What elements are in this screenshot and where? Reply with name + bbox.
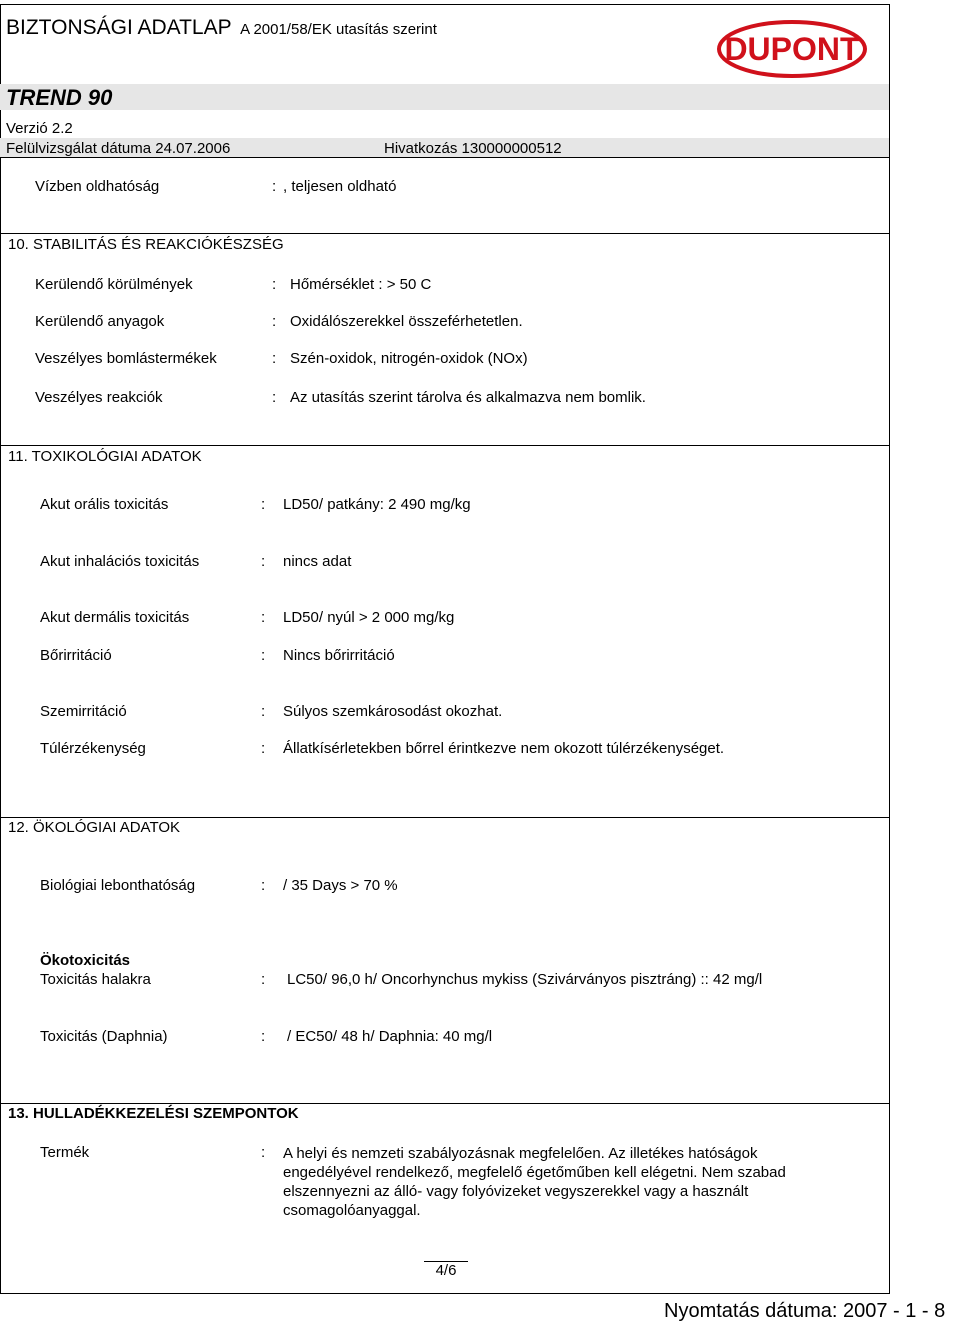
separator-colon: : [261,1028,266,1045]
page-frame [0,4,890,1294]
s10-row-label: Veszélyes reakciók [35,389,163,406]
separator-colon: : [261,877,266,894]
s11-row-value: Nincs bőrirritáció [283,647,395,664]
water-solubility-label: Vízben oldhatóság [35,178,160,195]
separator-colon: : [261,703,266,720]
s11-row-value: nincs adat [283,553,352,570]
section12-title: 12. ÖKOLÓGIAI ADATOK [8,819,181,836]
fish-toxicity-value: LC50/ 96,0 h/ Oncorhynchus mykiss (Szivárványos pisztráng) :: 42 mg/l [287,971,763,988]
daphnia-toxicity-value: / EC50/ 48 h/ Daphnia: 40 mg/l [287,1028,493,1045]
separator-colon: : [261,496,266,513]
biodegradability-label: Biológiai lebonthatóság [40,877,196,894]
product-name: TREND 90 [6,85,113,110]
daphnia-toxicity-label: Toxicitás (Daphnia) [40,1028,168,1045]
section12-divider [1,817,889,818]
section13-divider [1,1103,889,1104]
document-title-sub: A 2001/58/EK utasítás szerint [240,21,437,38]
separator-colon: : [261,1144,266,1161]
s11-row-label: Szemirritáció [40,703,127,720]
section11-title: 11. TOXIKOLÓGIAI ADATOK [8,448,202,465]
print-date: Nyomtatás dátuma: 2007 - 1 - 8 [664,1300,946,1322]
header-divider [1,157,889,158]
section10-divider [1,233,889,234]
separator-colon: : [261,971,266,988]
waste-product-value: A helyi és nemzeti szabályozásnak megfelelően. Az illetékes hatóságok engedélyével rendelkező, megfelelő égetőműben kell elégetni. Nem szabad elszennyezni az álló- vagy folyóvizeket vegyszerekkel vagy a használt csomagolóanyaggal. [283,1145,786,1219]
section13-title: 13. HULLADÉKKEZELÉSI SZEMPONTOK [8,1105,299,1122]
frame-top-line [1,4,889,5]
s11-row-label: Akut inhalációs toxicitás [40,553,200,570]
separator-colon: : [261,553,266,570]
separator-colon: : [272,389,277,406]
revision-date: Felülvizsgálat dátuma 24.07.2006 [6,140,231,157]
dupont-logo [717,20,867,78]
document-title [6,16,437,40]
s11-row-value: Állatkísérletekben bőrrel érintkezve nem okozott túlérzékenységet. [283,740,725,757]
s10-row-value: Oxidálószerekkel összeférhetetlen. [290,313,523,330]
logo-text: DUPONT [724,31,860,67]
page-number: 4/6 [424,1261,468,1281]
ecotoxicity-heading: Ökotoxicitás [40,952,131,969]
version-label: Verzió 2.2 [6,120,73,137]
s11-row-value: LD50/ nyúl > 2 000 mg/kg [283,609,455,626]
s10-row-label: Kerülendő anyagok [35,313,165,330]
separator-colon: : [272,313,277,330]
s11-row-label: Bőrirritáció [40,647,112,664]
s11-row-value: LD50/ patkány: 2 490 mg/kg [283,496,471,513]
separator-colon: : [261,609,266,626]
product-bar [0,84,889,110]
separator-colon: : [272,276,277,293]
s10-row-value: Szén-oxidok, nitrogén-oxidok (NOx) [290,350,528,367]
s11-row-label: Akut dermális toxicitás [40,609,190,626]
document-title-main: BIZTONSÁGI ADATLAP [6,16,232,39]
page-frame-right-edge [889,4,890,1294]
water-solubility-value: , teljesen oldható [283,178,397,195]
s11-row-label: Akut orális toxicitás [40,496,169,513]
separator-colon: : [272,350,277,367]
section11-divider [1,445,889,446]
section10-title: 10. STABILITÁS ÉS REAKCIÓKÉSZSÉG [8,236,284,253]
dupont-oval-icon [717,20,867,78]
biodegradability-value: / 35 Days > 70 % [283,877,398,894]
separator-colon: : [261,647,266,664]
waste-product-label: Termék [40,1144,90,1161]
s10-row-label: Kerülendő körülmények [35,276,193,293]
s10-row-value: Az utasítás szerint tárolva és alkalmazva nem bomlik. [290,389,646,406]
fish-toxicity-label: Toxicitás halakra [40,971,151,988]
s10-row-value: Hőmérséklet : > 50 C [290,276,432,293]
s10-row-label: Veszélyes bomlástermékek [35,350,217,367]
separator-colon: : [261,740,266,757]
reference-number: Hivatkozás 130000000512 [384,140,562,157]
s11-row-value: Súlyos szemkárosodást okozhat. [283,703,503,720]
s11-row-label: Túlérzékenység [40,740,146,757]
separator-colon: : [272,178,277,195]
